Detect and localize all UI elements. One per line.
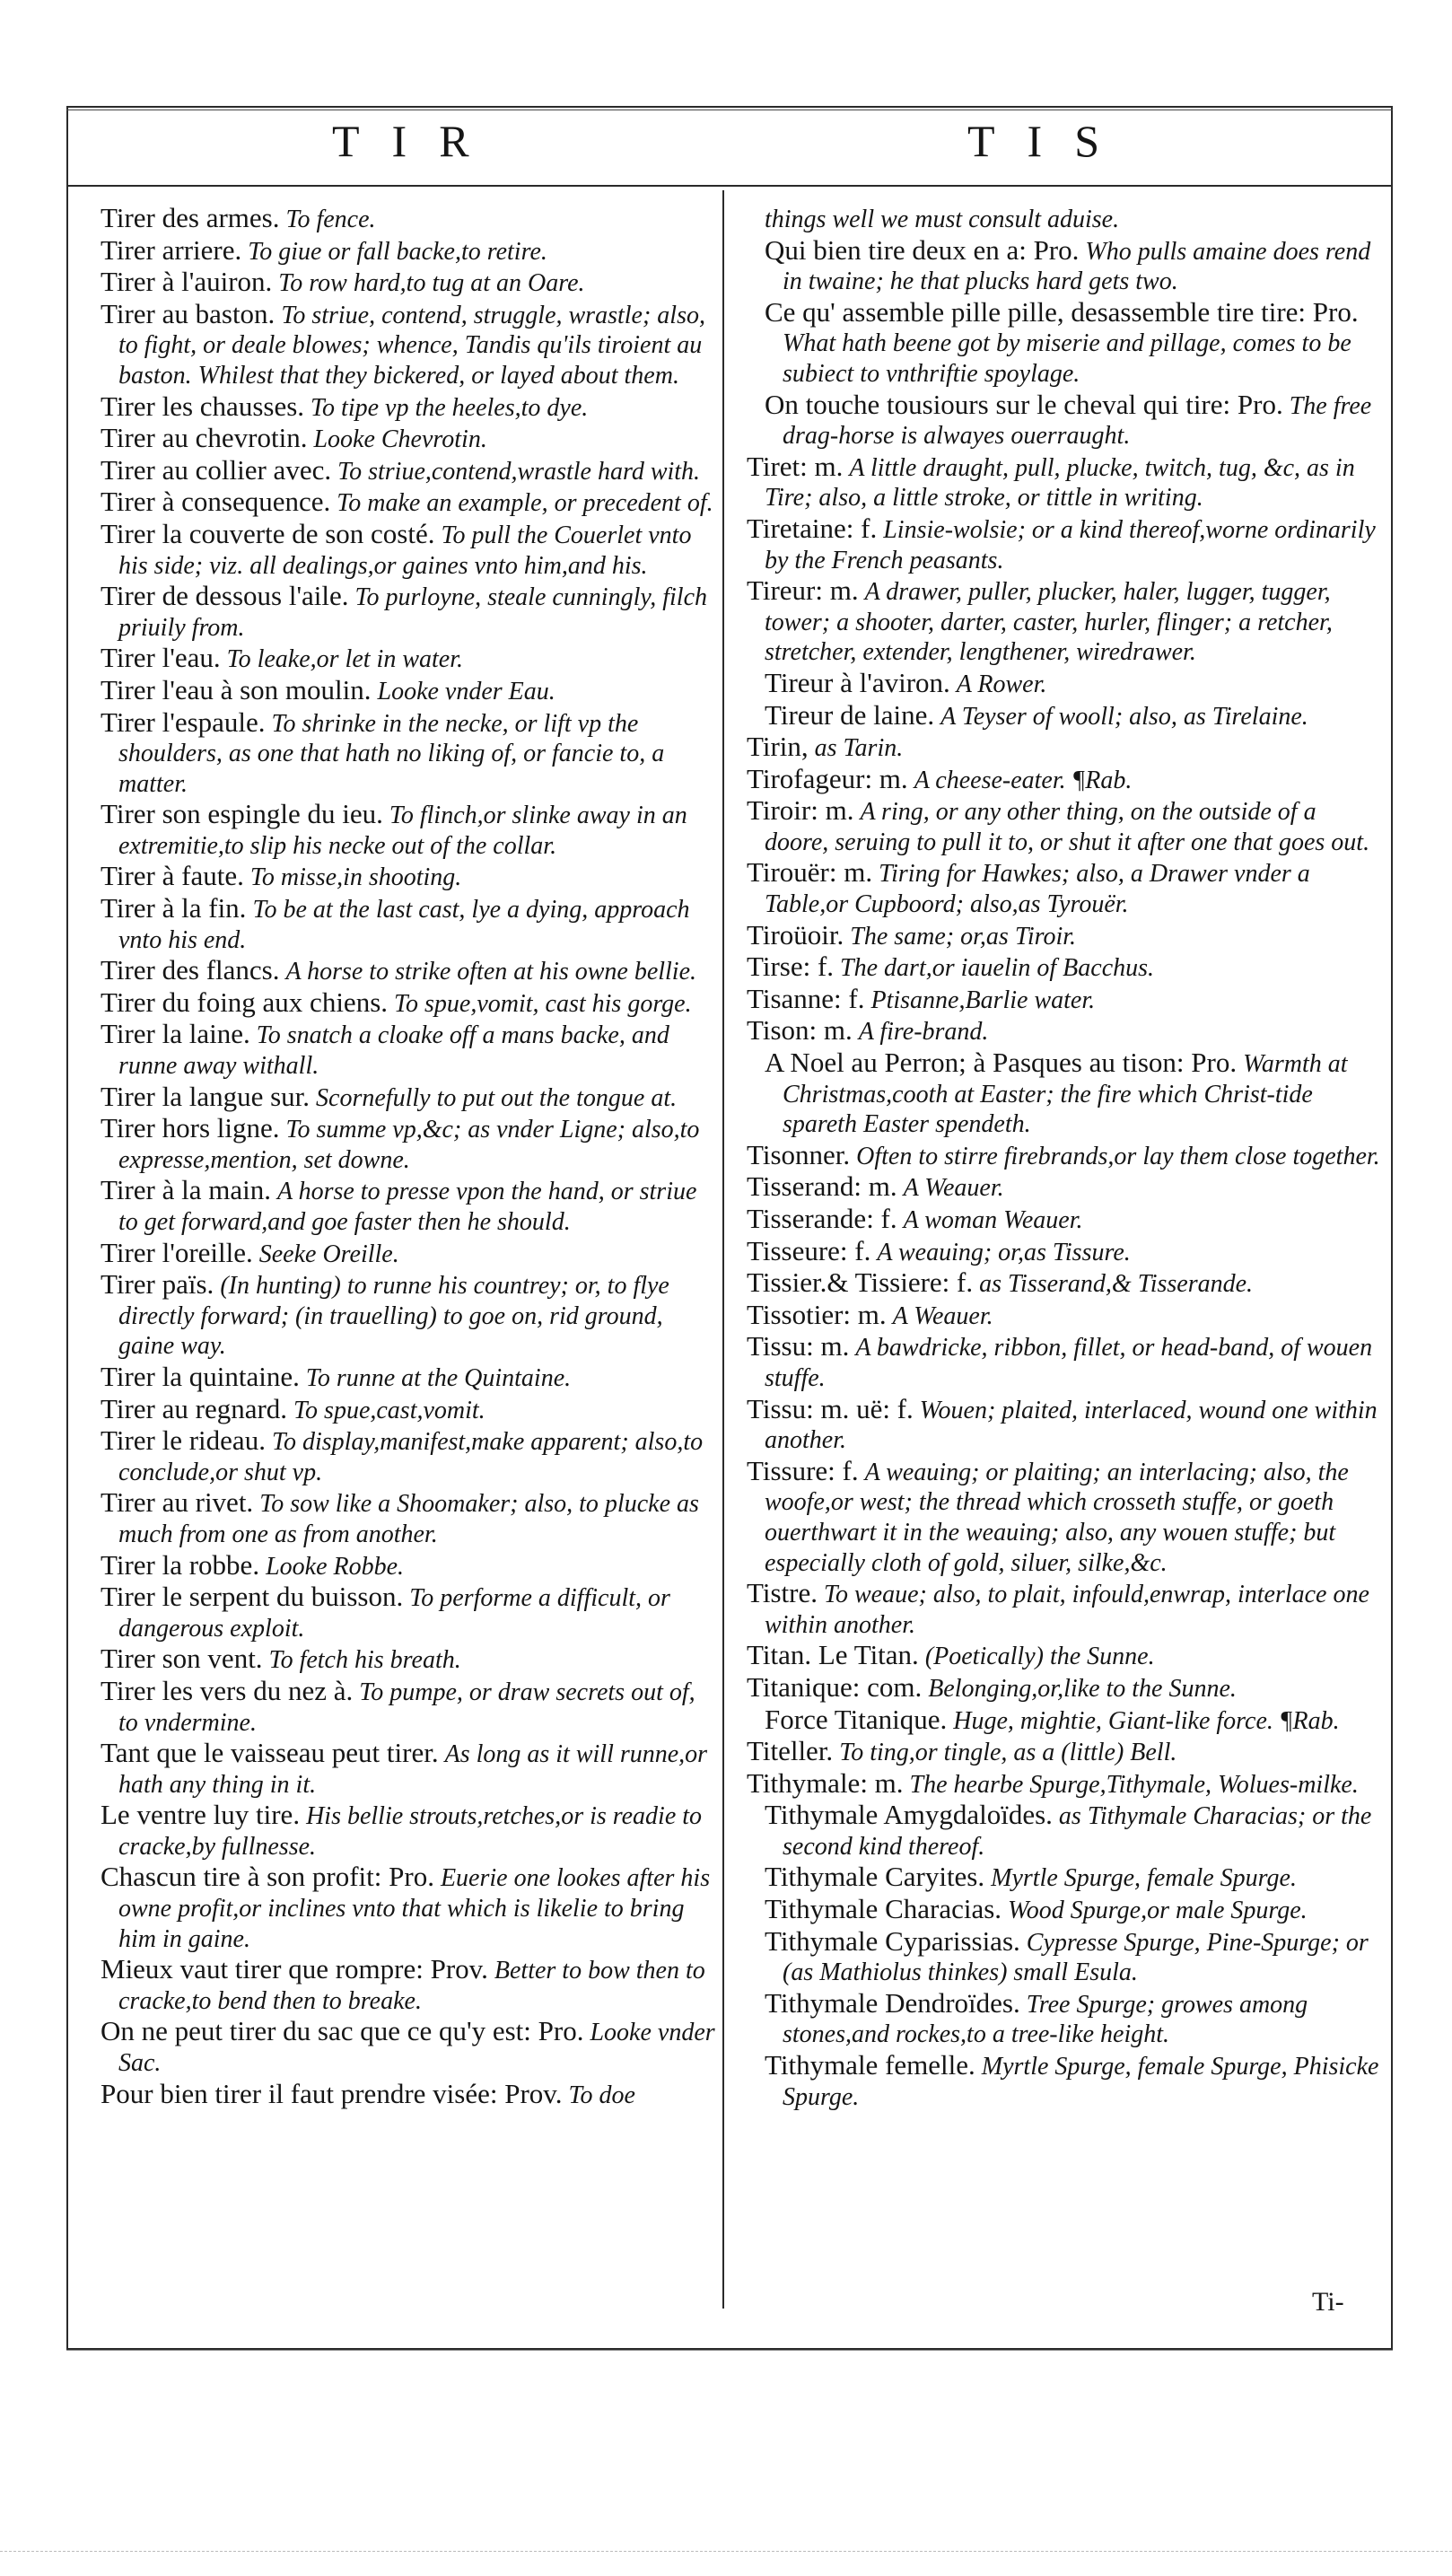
entry-headword: Le ventre luy tire. [101,1799,301,1831]
dictionary-entry [747,451,1386,513]
entry-definition: To spue,vomit, cast his gorge. [394,989,692,1018]
entry-definition: Looke Chevrotin. [313,425,487,454]
dictionary-entry [101,1019,720,1081]
entry-headword: Tirer les vers du nez à. [101,1674,354,1706]
dictionary-entry [101,1738,720,1800]
entry-headword: Tirer l'oreille. [101,1236,253,1268]
entry-definition: Huge, mightie, Giant-like force. ¶Rab. [953,1706,1340,1735]
dictionary-entry [101,1643,720,1676]
dictionary-entry [747,1768,1386,1801]
entry-headword: Tirer la couverte de son costé. [101,517,435,549]
entry-headword: Tirer son espingle du ieu. [101,798,383,830]
entry-headword: Tissu: m. [747,1330,850,1362]
dictionary-entry [747,1736,1386,1768]
entry-headword: Tant que le vaisseau peut tirer. [101,1737,439,1769]
dictionary-entry [747,668,1386,700]
entry-headword: Tirer de dessous l'aile. [101,580,349,612]
entry-headword: Pour bien tirer il faut prendre visée: Prov. [101,2077,563,2109]
entry-headword: Tirer son vent. [101,1643,263,1675]
dictionary-entry [747,857,1386,919]
entry-definition: To make an example, or precedent of. [337,489,713,518]
entry-definition: Euerie one lookes after his owne profit,or inclines vnto that which is likelie to bring him in gaine. [118,1864,711,1953]
dictionary-entry [747,1862,1386,1894]
entry-definition: A drawer, puller, plucker, haler, lugger, tugger, tower; a shooter, darter, caster, hurler, flinger; a retcher, stretcher, extender, lengthener, wiredrawer. [765,578,1333,667]
entry-headword: Tiret: m. [747,450,844,482]
dictionary-entry [747,390,1386,451]
entry-headword: Tirer au regnard. [101,1392,288,1424]
dictionary-entry [101,391,720,424]
entry-headword: Tireur à l'aviron. [765,666,950,698]
entry-definition: To striue,contend,wrastle hard with. [337,457,701,486]
dictionary-entry [101,1862,720,1954]
entry-definition: A woman Weauer. [903,1206,1083,1234]
column-divider [722,190,724,2309]
entry-headword: Tithymale: m. [747,1766,904,1799]
entry-headword: Tirer la quintaine. [101,1360,300,1392]
dictionary-entry [101,2079,720,2111]
entry-headword: Tithymale Caryites. [765,1861,985,1893]
entry-headword: Tirer hors ligne. [101,1112,280,1144]
entry-headword: Tirer la robbe. [101,1548,260,1581]
dictionary-entry [101,1487,720,1549]
entry-headword: Tithymale Dendroïdes. [765,1986,1020,2019]
dictionary-entry [101,1394,720,1426]
entry-headword: Tirer des armes. [101,202,280,233]
right-column [747,203,1386,2112]
dictionary-entry [747,700,1386,732]
entry-definition: A little draught, pull, plucke, twitch, tug, &c, as in Tire; also, a little stroke, or tittle in writing. [765,453,1355,513]
entry-headword: Tison: m. [747,1014,853,1047]
entry-definition: To fetch his breath. [268,1646,461,1675]
left-column [101,203,720,2110]
entry-headword: Tithymale Amygdaloïdes. [765,1799,1053,1831]
entry-definition: To ting,or tingle, as a (little) Bell. [839,1739,1177,1767]
entry-definition: A cheese-eater. ¶Rab. [914,766,1133,794]
entry-headword: Tirer la langue sur. [101,1080,311,1112]
dictionary-entry [747,1894,1386,1926]
entry-headword: Tiroir: m. [747,794,854,827]
entry-headword: Mieux vaut tirer que rompre: Prov. [101,1953,488,1985]
entry-headword: Tirer l'eau. [101,642,221,674]
entry-headword: Chascun tire à son profit: Pro. [101,1861,434,1893]
dictionary-entry [101,987,720,1020]
dictionary-entry [747,1394,1386,1456]
entry-headword: Tirer à faute. [101,860,244,892]
entry-definition: The hearbe Spurge,Tithymale, Wolues-milke. [909,1770,1359,1799]
dictionary-entry [747,235,1386,297]
dictionary-entry [747,1140,1386,1172]
entry-definition: Ptisanne,Barlie water. [870,986,1096,1014]
entry-definition: Belonging,or,like to the Sunne. [928,1674,1237,1703]
entry-headword: Tirer à l'auiron. [101,266,273,298]
entry-definition: To leake,or let in water. [226,645,463,674]
entry-definition: Better to bow then to cracke,to bend then to breake. [118,1957,705,2015]
entry-definition: A Weauer. [892,1301,993,1330]
dictionary-entry [101,955,720,987]
entry-definition: as Tarin. [814,734,904,763]
entry-definition: To flinch,or slinke away in an extremitie,to slip his necke out of the collar. [118,802,687,860]
dictionary-entry [101,1175,720,1237]
entry-headword: Tirer du foing aux chiens. [101,986,389,1018]
dictionary-entry [747,764,1386,796]
running-head-right: TIS [967,116,1132,166]
entry-headword: Tissotier: m. [747,1298,887,1330]
dictionary-entry [101,707,720,800]
entry-definition: To snatch a cloake off a mans backe, and runne away withall. [118,1021,669,1081]
entry-headword: Tirer au baston. [101,297,276,329]
dictionary-entry [101,675,720,707]
entry-headword: Tireur de laine. [765,698,935,731]
entry-definition: To weaue; also, to plait, infould,enwrap, interlace one within another. [765,1581,1369,1639]
entry-definition: To fence. [285,206,376,233]
dictionary-entry [747,1456,1386,1578]
entry-definition: To pumpe, or draw secrets out of, to vndermine. [118,1678,695,1737]
dictionary-entry [747,1300,1386,1332]
entry-headword: Titanique: com. [747,1670,923,1703]
catchword: Ti- [1312,2287,1344,2317]
entry-headword: Tithymale Cyparissias. [765,1924,1020,1957]
dictionary-entry [101,1425,720,1487]
entry-headword: Titeller. [747,1735,834,1767]
entry-headword: Tirer des flancs. [101,954,280,986]
entry-definition: To spue,cast,vomit. [293,1396,485,1424]
entry-definition: Wouen; plaited, interlaced, wound one within another. [765,1396,1378,1455]
entry-definition: To performe a difficult, or dangerous exploit. [118,1584,670,1643]
entry-headword: Tithymale femelle. [765,2049,975,2081]
entry-headword: Tirofageur: m. [747,762,908,794]
entry-definition: Myrtle Spurge, female Spurge, Phisicke Spurge. [783,2053,1379,2111]
entry-headword: Tirer les chausses. [101,390,305,422]
entry-headword: On ne peut tirer du sac que ce qu'y est: Pro. [101,2015,584,2047]
entry-headword: Tissure: f. [747,1454,859,1486]
entry-definition: Myrtle Spurge, female Spurge. [991,1864,1297,1893]
entry-definition: Warmth at Christmas,cooth at Easter; the fire which Christ-tide spareth Easter spendeth. [783,1050,1348,1139]
entry-headword: Tirer l'eau à son moulin. [101,673,372,705]
dictionary-entry [747,1672,1386,1704]
entry-headword: Tistre. [747,1577,818,1609]
running-head-left: TIR [332,116,502,166]
entry-headword: Tithymale Characias. [765,1893,1002,1925]
entry-definition: A fire-brand. [858,1018,989,1047]
entry-definition: Seeke Oreille. [258,1240,399,1268]
entry-headword: Tiretaine: f. [747,512,878,544]
dictionary-entry [101,235,720,267]
dictionary-entry [101,1550,720,1582]
dictionary-entry [747,984,1386,1016]
entry-headword: Force Titanique. [765,1703,948,1735]
bottom-rule [66,2350,1393,2351]
dictionary-entry [747,1800,1386,1862]
dictionary-entry [101,799,720,861]
dictionary-entry [747,1640,1386,1672]
entry-headword: Tisserande: f. [747,1203,897,1234]
dictionary-entry [747,575,1386,668]
dictionary-entry [747,1204,1386,1236]
dictionary-entry [747,513,1386,575]
dictionary-entry [101,1676,720,1738]
entry-definition: A horse to strike often at his owne bellie. [285,958,697,986]
dictionary-entry [101,1954,720,2016]
dictionary-entry [101,1800,720,1862]
dictionary-entry [101,423,720,455]
entry-headword: Tireur: m. [747,574,859,607]
dictionary-entry [747,1267,1386,1300]
entry-definition: things well we must consult aduise. [765,206,1120,233]
entry-headword: Tissier.& Tissiere: f. [747,1266,974,1299]
entry-headword: Tirer à la fin. [101,892,247,924]
entry-definition: A Weauer. [903,1174,1004,1203]
entry-definition: as Tisserand,& Tisserande. [979,1270,1254,1299]
dictionary-entry [101,1082,720,1114]
entry-headword: Tirer l'espaule. [101,705,266,738]
entry-headword: Tirer à la main. [101,1174,271,1206]
dictionary-entry [101,267,720,299]
entry-headword: Tirse: f. [747,951,835,983]
dictionary-entry [101,2016,720,2078]
entry-definition: A weauing; or plaiting; an interlacing; also, the woofe,or west; the thread which crosseth stuffe, or goeth ouerthwart it in the weauing; also, any wouen stuffe; but especially cloth of gold, siluer, silke,&c. [765,1458,1349,1577]
dictionary-entry [101,581,720,643]
entry-headword: Tirer le serpent du buisson. [101,1581,404,1613]
entry-headword: Tirer la laine. [101,1018,250,1050]
entry-definition: Wood Spurge,or male Spurge. [1008,1897,1308,1925]
entry-headword: Titan. Le Titan. [747,1639,919,1671]
entry-definition: A Rower. [956,670,1047,698]
entry-definition: Linsie-wolsie; or a kind thereof,worne ordinarily by the French peasants. [765,515,1376,574]
entry-definition: To sow like a Shoomaker; also, to plucke as much from one as from another. [118,1490,699,1548]
dictionary-entry [747,2050,1386,2112]
entry-definition: Tree Spurge; growes among stones,and rockes,to a tree-like height. [783,1990,1308,2049]
dictionary-entry [101,455,720,487]
entry-headword: Tirer au rivet. [101,1486,254,1519]
entry-headword: Tiroüoir. [747,918,844,951]
entry-definition: The same; or,as Tiroir. [850,922,1077,951]
entry-headword: On touche tousiours sur le cheval qui tire: Pro. [765,388,1283,420]
dictionary-entry [101,861,720,893]
entry-headword: Tisanne: f. [747,982,865,1014]
entry-definition: Looke vnder Sac. [118,2019,715,2078]
entry-headword: Tirouër: m. [747,856,873,889]
dictionary-entry [747,732,1386,764]
entry-headword: Tirer au chevrotin. [101,422,308,454]
entry-definition: To runne at the Quintaine. [305,1363,572,1392]
entry-headword: Tisseure: f. [747,1234,871,1266]
entry-definition: To misse,in shooting. [249,863,462,892]
dictionary-entry [101,1582,720,1643]
entry-definition: His bellie strouts,retches,or is readie to cracke,by fullnesse. [118,1802,703,1861]
dictionary-entry [747,297,1386,390]
entry-definition: To be at the last cast, lye a dying, approach vnto his end. [118,896,690,954]
entry-definition: (Poetically) the Sunne. [924,1643,1155,1671]
entry-headword: Tirer païs. [101,1268,214,1301]
dictionary-entry [101,1362,720,1394]
entry-definition: Cypresse Spurge, Pine-Spurge; or (as Mathiolus thinkes) small Esula. [783,1928,1369,1987]
dictionary-entry [747,1926,1386,1988]
entry-headword: Tirer au collier avec. [101,453,332,486]
entry-definition: To striue, contend, struggle, wrastle; also, to fight, or deale blowes; whence, Tandis qu'ils tiroient au baston. Whilest that they bickered, or layed about them. [118,301,705,390]
dictionary-entry [101,519,720,581]
entry-definition: A weauing; or,as Tissure. [877,1238,1131,1266]
entry-definition: A horse to presse vpon the hand, or striue to get forward,and goe faster then he should. [118,1178,697,1236]
entry-definition: To row hard,to tug at an Oare. [278,269,585,298]
scan-edge [0,2551,1452,2552]
dictionary-entry [747,1015,1386,1047]
entry-definition: Scornefully to put out the tongue at. [316,1083,678,1112]
entry-definition: The dart,or iauelin of Bacchus. [840,954,1155,983]
dictionary-entry [747,1988,1386,2050]
entry-definition: Often to stirre firebrands,or lay them close together. [856,1142,1380,1170]
entry-headword: A Noel au Perron; à Pasques au tison: Pro. [765,1047,1238,1079]
dictionary-entry [101,486,720,519]
entry-definition: Who pulls amaine does rend in twaine; he that plucks hard gets two. [783,237,1371,296]
entry-definition: The free drag-horse is alwayes ouerraught. [783,391,1372,451]
entry-definition: To shrinke in the necke, or lift vp the shoulders, as one that hath no liking of, or fancie to, a matter. [118,709,665,798]
dictionary-entry [747,951,1386,984]
entry-headword: Tisonner. [747,1138,851,1170]
dictionary-entry [747,1331,1386,1393]
entry-definition: To doe [568,2081,635,2109]
entry-definition: A Teyser of wooll; also, as Tirelaine. [940,702,1308,731]
dictionary-entry [747,1578,1386,1640]
dictionary-entry [101,893,720,955]
dictionary-entry [747,203,1386,235]
entry-headword: Tissu: m. uë: f. [747,1392,914,1424]
entry-definition: as Tithymale Characias; or the second kind thereof. [783,1802,1372,1861]
entry-definition: To tipe vp the heeles,to dye. [311,393,589,422]
dictionary-entry [747,1704,1386,1737]
dictionary-entry [747,1047,1386,1140]
entry-headword: Tirer le rideau. [101,1424,266,1457]
entry-definition: To pull the Couerlet vnto his side; viz. all dealings,or gaines vnto him,and his. [118,521,692,580]
entry-definition: A ring, or any other thing, on the outside of a doore, seruing to pull it to, or shut it after one that goes out. [765,798,1370,856]
header-rule [66,185,1393,187]
entry-headword: Tirer arriere. [101,233,242,266]
entry-headword: Ce qu' assemble pille pille, desassemble tire tire: Pro. [765,295,1359,328]
entry-definition: A bawdricke, ribbon, fillet, or head-band, of wouen stuffe. [765,1334,1373,1392]
entry-definition: (In hunting) to runne his countrey; or, to flye directly forward; (in trauelling) to goe on, rid ground, gaine way. [118,1272,669,1361]
dictionary-entry [101,299,720,391]
dictionary-entry [101,643,720,675]
dictionary-entry [101,1238,720,1270]
entry-definition: Looke Robbe. [266,1552,405,1581]
dictionary-entry [747,920,1386,952]
entry-definition: What hath beene got by miserie and pillage, comes to be subiect to vnthriftie spoylage. [783,329,1351,388]
dictionary-entry [101,1269,720,1362]
entry-headword: Tirin, [747,731,809,763]
entry-headword: Tirer à consequence. [101,486,331,518]
dictionary-entry [101,203,720,235]
entry-definition: To summe vp,&c; as vnder Ligne; also,to expresse,mention, set downe. [118,1116,700,1174]
entry-definition: To display,manifest,make apparent; also,to conclude,or shut vp. [118,1428,704,1486]
entry-definition: To purloyne, steale cunningly, filch priuily from. [118,583,708,642]
dictionary-entry [747,795,1386,857]
entry-definition: As long as it will runne,or hath any thing in it. [118,1740,708,1799]
dictionary-entry [747,1171,1386,1204]
dictionary-entry [747,1236,1386,1268]
dictionary-entry [101,1113,720,1175]
entry-definition: Looke vnder Eau. [377,677,555,705]
entry-headword: Tisserand: m. [747,1170,897,1203]
entry-definition: Tiring for Hawkes; also, a Drawer vnder a Table,or Cupboord; also,as Tyrouër. [765,860,1310,919]
entry-definition: To giue or fall backe,to retire. [248,237,547,266]
entry-headword: Qui bien tire deux en a: Pro. [765,233,1080,266]
